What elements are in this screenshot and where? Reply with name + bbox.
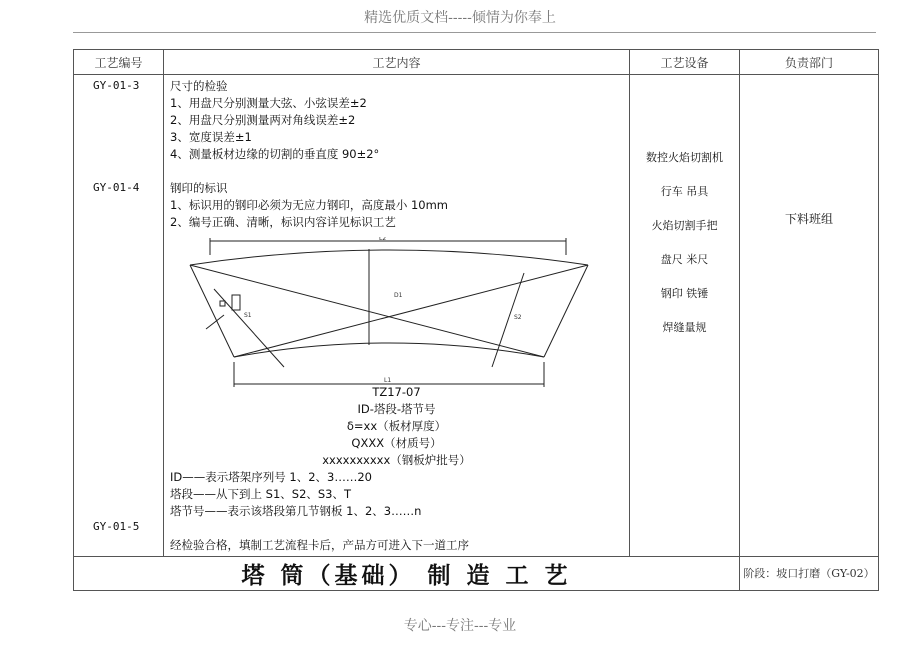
- code-gy-01-4: GY-01-4: [93, 181, 140, 195]
- label-s2: S2: [514, 314, 522, 322]
- equipment-item: 行车 吊具: [660, 185, 709, 199]
- size-check-item: 3、宽度误差±1: [170, 130, 252, 145]
- stamp-mark: [232, 295, 240, 310]
- plate-left-edge: [190, 265, 234, 357]
- equipment-item: 钢印 铁锤: [660, 287, 709, 301]
- process-table: [73, 49, 879, 591]
- label-s1: S1: [244, 312, 252, 320]
- marking-example-line: QXXX（材质号）: [351, 436, 442, 451]
- content-column: [164, 75, 630, 557]
- next-stage: 阶段：坡口打磨（GY-02）: [740, 556, 879, 590]
- marking-example-line: δ=xx（板材厚度）: [346, 419, 447, 434]
- code-column: [74, 75, 164, 557]
- label-d1: D1: [394, 292, 403, 300]
- equipment-column: [630, 75, 740, 557]
- marking-example-line: ID-塔段-塔节号: [357, 402, 436, 417]
- explanation-line: ID——表示塔架序列号 1、2、3……20: [170, 470, 372, 485]
- header-divider: [73, 32, 876, 33]
- marking-example-line: xxxxxxxxxx（钢板炉批号）: [322, 453, 471, 468]
- marking-title: 钢印的标识: [170, 181, 228, 196]
- marking-item: 1、标识用的钢印必须为无应力钢印，高度最小 10mm: [170, 198, 449, 213]
- page-footer: 专心---专注---专业: [403, 618, 517, 634]
- page-header: 精选优质文档-----倾情为你奉上: [364, 10, 556, 26]
- final-note: 经检验合格，填制工艺流程卡后，产品方可进入下一道工序: [170, 538, 469, 553]
- code-gy-01-5: GY-01-5: [93, 520, 140, 534]
- code-gy-01-3: GY-01-3: [93, 79, 140, 93]
- document-title: 塔 筒（基础） 制 造 工 艺: [74, 556, 740, 590]
- explanation-line: 塔段——从下到上 S1、S2、S3、T: [170, 487, 352, 502]
- header-code: 工艺编号: [74, 50, 164, 75]
- size-check-item: 4、测量板材边缘的切割的垂直度 90±2°: [170, 147, 380, 162]
- table-footer-row: [74, 556, 879, 590]
- department-column: [740, 75, 879, 557]
- table-body-row: [74, 75, 879, 557]
- explanation-line: 塔节号——表示该塔段第几节钢板 1、2、3……n: [170, 504, 422, 519]
- label-l2: L2: [379, 237, 387, 243]
- stamp-mark-small: [220, 301, 225, 306]
- header-equipment: 工艺设备: [630, 50, 740, 75]
- plate-top-arc: [190, 250, 588, 265]
- plate-layout-diagram: [184, 237, 604, 397]
- marking-example-line: TZ17-07: [372, 385, 421, 400]
- size-check-item: 2、用盘尺分别测量两对角线误差±2: [170, 113, 356, 128]
- equipment-item: 焊缝量规: [662, 321, 707, 335]
- equipment-item: 火焰切割手把: [651, 219, 718, 233]
- equipment-item: 数控火焰切割机: [646, 151, 723, 165]
- size-check-title: 尺寸的检验: [170, 79, 228, 94]
- header-department: 负责部门: [740, 50, 879, 75]
- label-l1: L1: [384, 377, 392, 385]
- size-check-item: 1、用盘尺分别测量大弦、小弦误差±2: [170, 96, 367, 111]
- department-name: 下料班组: [784, 212, 833, 227]
- table-header-row: [74, 50, 879, 75]
- equipment-item: 盘尺 米尺: [660, 253, 709, 267]
- plate-right-edge: [544, 265, 588, 357]
- marking-item: 2、编号正确、清晰，标识内容详见标识工艺: [170, 215, 396, 230]
- header-content: 工艺内容: [164, 50, 630, 75]
